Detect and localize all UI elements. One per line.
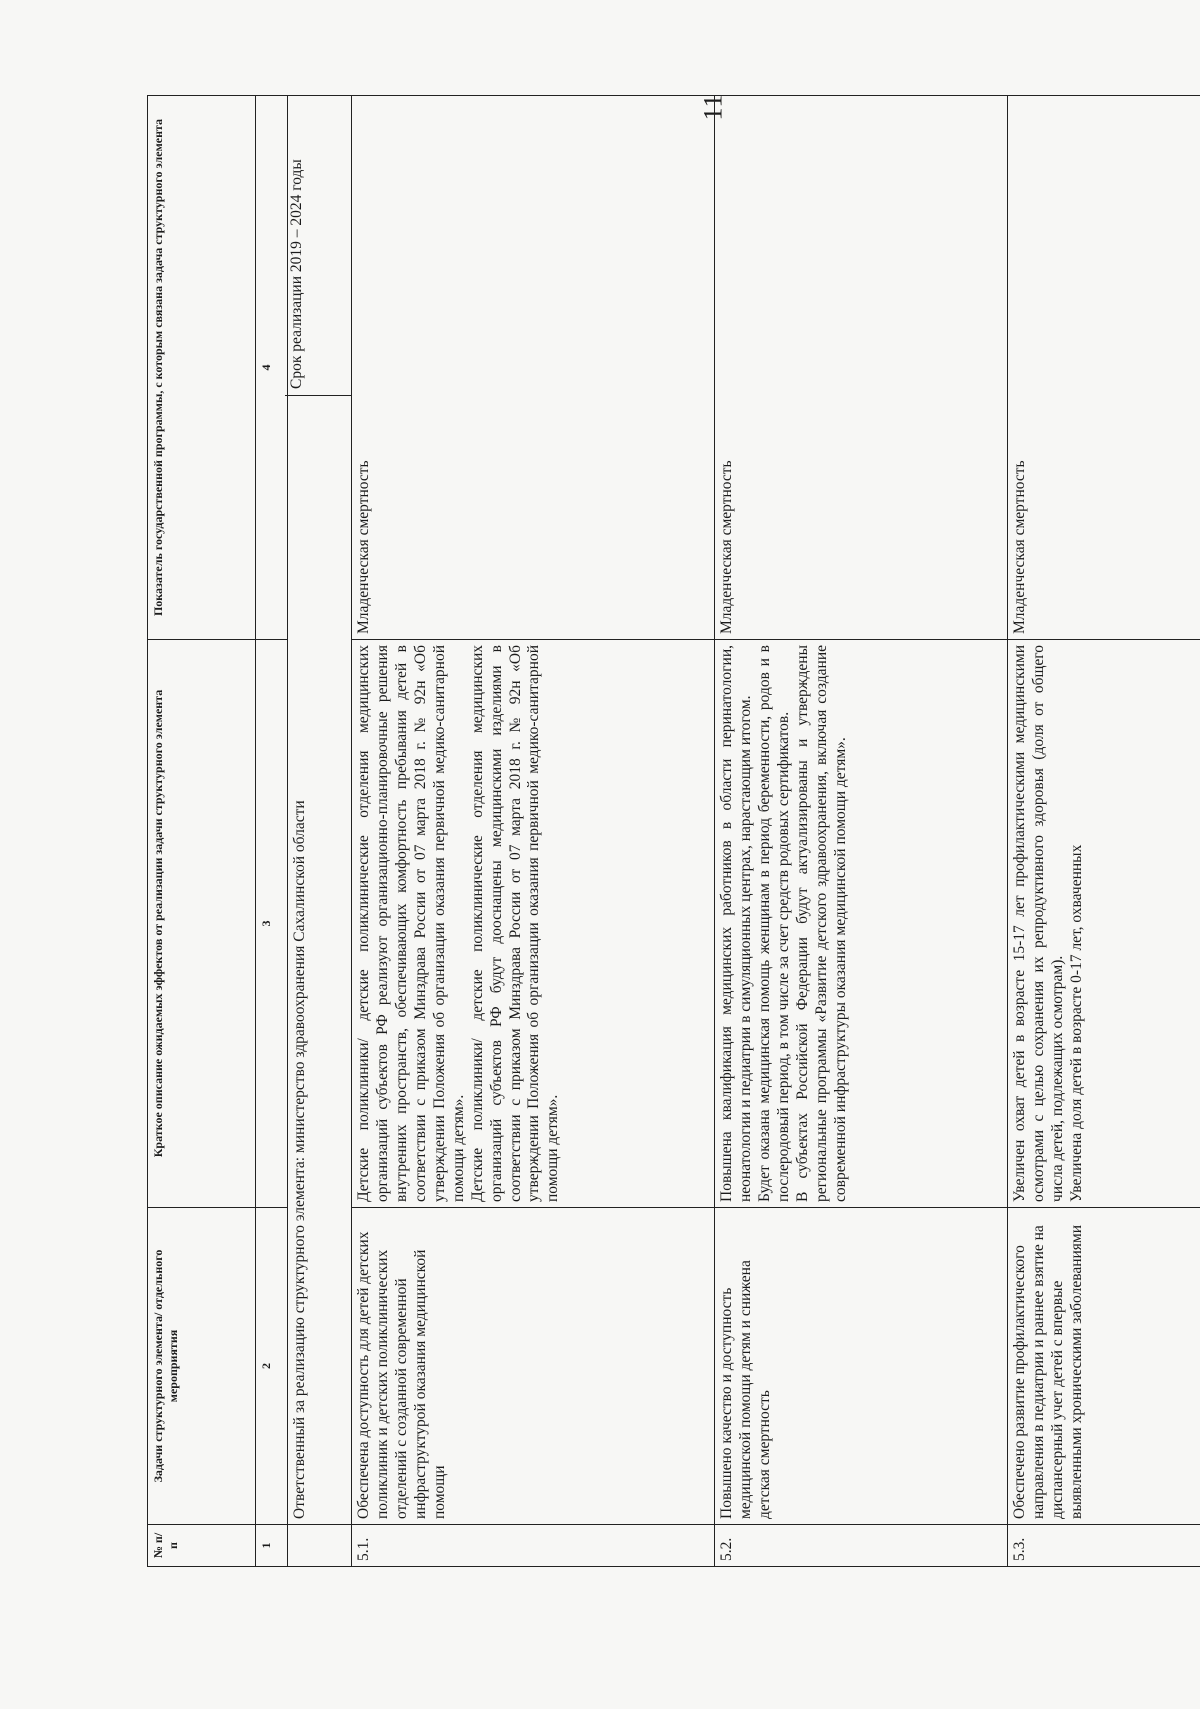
table-header-row — [148, 96, 256, 1567]
header-number: № п/п — [148, 1525, 256, 1567]
period-text: Срок реализации 2019 – 2024 годы — [285, 96, 351, 396]
row-effect — [715, 640, 1007, 1208]
column-number-row — [255, 96, 287, 1567]
effect-paragraph: Увеличен охват детей в возрасте 15-17 лет профилактическими медицинскими осмотрами с целью сохранения их репродуктивного здоровья (доля от общего числа детей, подлежащих осмотрам). — [1010, 645, 1066, 1202]
table-row — [352, 96, 715, 1567]
responsible-text: Ответственный за реализацию структурного элемента: министерство здравоохранения Сахалинской области — [291, 800, 308, 1519]
page-number: 11 — [698, 93, 728, 121]
row-task: Обеспечено развитие профилактического направления в педиатрии и раннее взятие на диспансерный учет детей с впервые выявленными хроническими заболеваниями — [1007, 1208, 1200, 1525]
row-task: Обеспечена доступность для детей детских поликлиник и детских поликлинических отделений с созданной современной инфраструктурой оказания медицинской помощи — [352, 1208, 715, 1525]
column-number: 2 — [255, 1208, 287, 1525]
row-indicator: Младенческая смертность — [1007, 96, 1200, 640]
effect-paragraph: В субъектах Российской Федерации будут актуализированы и утверждены региональные программы «Развитие детского здравоохранения, включая создание современной инфраструктуры оказания медицинской помощи детям». — [793, 645, 849, 1202]
column-number: 4 — [255, 96, 287, 640]
effect-paragraph: Будет оказана медицинская помощь женщинам в период беременности, родов и в послеродовый период, в том числе за счет средств родовых сертификатов. — [756, 645, 793, 1202]
table-row — [715, 96, 1007, 1567]
responsible-row — [288, 96, 352, 1567]
row-task: Повышено качество и доступность медицинской помощи детям и снижена детская смертность — [715, 1208, 1007, 1525]
program-table — [147, 95, 1200, 1567]
empty-cell — [288, 1525, 352, 1567]
column-number: 1 — [255, 1525, 287, 1567]
effect-paragraph: Повышена квалификация медицинских работников в области перинатологии, неонатологии и педиатрии в симуляционных центрах, нарастающим итогом. — [718, 645, 755, 1202]
column-number: 3 — [255, 640, 287, 1208]
row-number: 5.1. — [352, 1525, 715, 1567]
effect-paragraph: Детские поликлиники/ детские поликлинические отделения медицинских организаций субъектов РФ будут дооснащены медицинскими изделиями в соответствии с приказом Минздрава России от 07 марта 2018 г. № 92н «Об утверждении Положения об организации оказания первичной медико-санитарной помощи детям». — [468, 645, 562, 1202]
effect-paragraph: Увеличена доля детей в возрасте 0-17 лет, охваченных — [1067, 844, 1085, 1202]
rotated-table-container — [147, 96, 1200, 1567]
row-number: 5.2. — [715, 1525, 1007, 1567]
row-number: 5.3. — [1007, 1525, 1200, 1567]
row-indicator: Младенческая смертность — [352, 96, 715, 640]
responsible-cell — [288, 96, 352, 1525]
table-row — [1007, 96, 1200, 1567]
row-indicator: Младенческая смертность — [715, 96, 1007, 640]
effect-paragraph: Детские поликлиники/ детские поликлинические отделения медицинских организаций субъектов РФ реализуют организационно-планировочные решения внутренних пространств, обеспечивающих комфортность пребывания детей в соответствии с приказом Минздрава России от 07 марта 2018 г. № 92н «Об утверждении Положения об организации оказания первичной медико-санитарной помощи детям». — [355, 645, 467, 1202]
row-effect — [352, 640, 715, 1208]
row-effect — [1007, 640, 1200, 1208]
header-task: Задачи структурного элемента/ отдельного мероприятия — [148, 1208, 256, 1525]
header-indicator: Показатель государственной программы, с которым связана задача структурного элемента — [148, 96, 256, 640]
header-effect: Краткое описание ожидаемых эффектов от реализации задачи структурного элемента — [148, 640, 256, 1208]
